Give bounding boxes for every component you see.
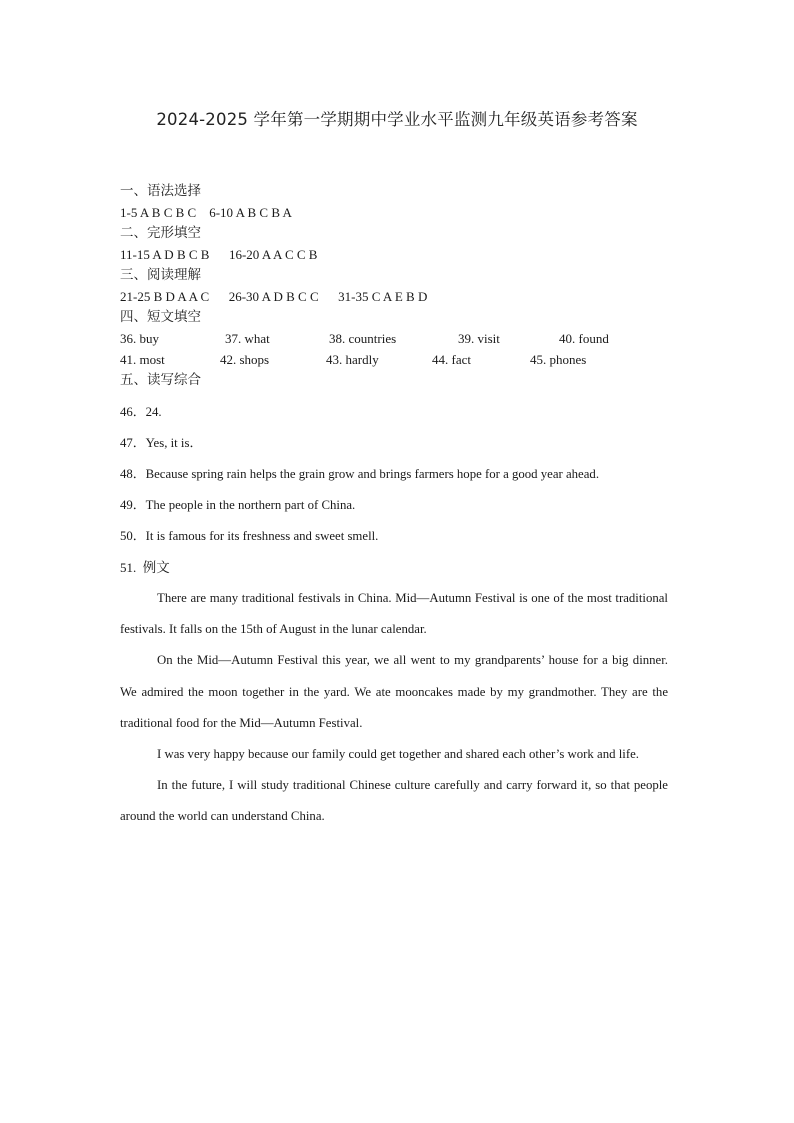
section-heading-reading-writing: 五、读写综合 [120, 372, 201, 388]
essay-label: 例文 [142, 560, 170, 576]
fill-answer: 41. most [120, 352, 165, 367]
essay-paragraph-3: I was very happy because our family could get together and shared each other’s work and life. [157, 747, 639, 762]
essay-paragraph-2: On the Mid—Autumn Festival this year, we all went to my grandparents’ house for a big dinner. We admired the moon together in the yard. We ate mooncakes made by my grandmother. They are the traditional food for the Mid—Autumn Festival. [120, 653, 668, 730]
answer-text: The people in the northern part of China. [145, 498, 356, 512]
grammar-answers: 1-5 A B C B C 6-10 A B C B A [120, 205, 292, 220]
section-heading-reading: 三、阅读理解 [120, 267, 201, 283]
fill-answer: 37. what [225, 331, 270, 346]
answer-number: 50． [120, 529, 146, 543]
answer-text: 24. [145, 405, 162, 419]
answer-46 [120, 397, 680, 428]
fill-answer: 36. buy [120, 331, 159, 346]
answer-48 [120, 459, 680, 490]
page-title: 2024-2025 学年第一学期期中学业水平监测九年级英语参考答案 [156, 110, 638, 129]
fill-answer: 38. countries [329, 331, 397, 346]
answer-number: 46． [120, 405, 146, 419]
essay-paragraph-4: In the future, I will study traditional Chinese culture carefully and carry forward it, so that people around the world can understand China. [120, 778, 668, 824]
fill-answer: 42. shops [220, 352, 270, 367]
fill-answer: 44. fact [432, 352, 471, 367]
fill-blanks-row-2 [120, 349, 680, 370]
answer-number: 49． [120, 498, 146, 512]
section-heading-cloze: 二、完形填空 [120, 225, 201, 241]
answer-number: 48． [120, 467, 146, 481]
section-heading-fill-blanks: 四、短文填空 [120, 309, 201, 325]
fill-answer: 45. phones [530, 352, 587, 367]
cloze-answers: 11-15 A D B C B 16-20 A A C C B [120, 247, 318, 262]
fill-blanks-row-1 [120, 328, 680, 349]
essay-number: 51. [120, 560, 137, 575]
answer-47 [120, 428, 680, 459]
reading-answers: 21-25 B D A A C 26-30 A D B C C 31-35 C A E B D [120, 289, 428, 304]
answer-text: It is famous for its freshness and sweet smell. [145, 529, 379, 543]
answer-50 [120, 521, 680, 552]
fill-answer: 39. visit [458, 331, 500, 346]
answer-content [120, 181, 680, 833]
fill-answer: 40. found [559, 331, 609, 346]
answer-number: 47． [120, 436, 146, 450]
essay-heading [120, 552, 680, 583]
answer-text: Yes, it is． [145, 436, 203, 450]
section-heading-grammar: 一、语法选择 [120, 183, 201, 199]
answer-49 [120, 490, 680, 521]
answer-text: Because spring rain helps the grain grow and brings farmers hope for a good year ahead. [145, 467, 600, 481]
essay-paragraph-1: There are many traditional festivals in China. Mid—Autumn Festival is one of the most traditional festivals. It falls on the 15th of August in the lunar calendar. [120, 591, 668, 637]
fill-answer: 43. hardly [326, 352, 379, 367]
